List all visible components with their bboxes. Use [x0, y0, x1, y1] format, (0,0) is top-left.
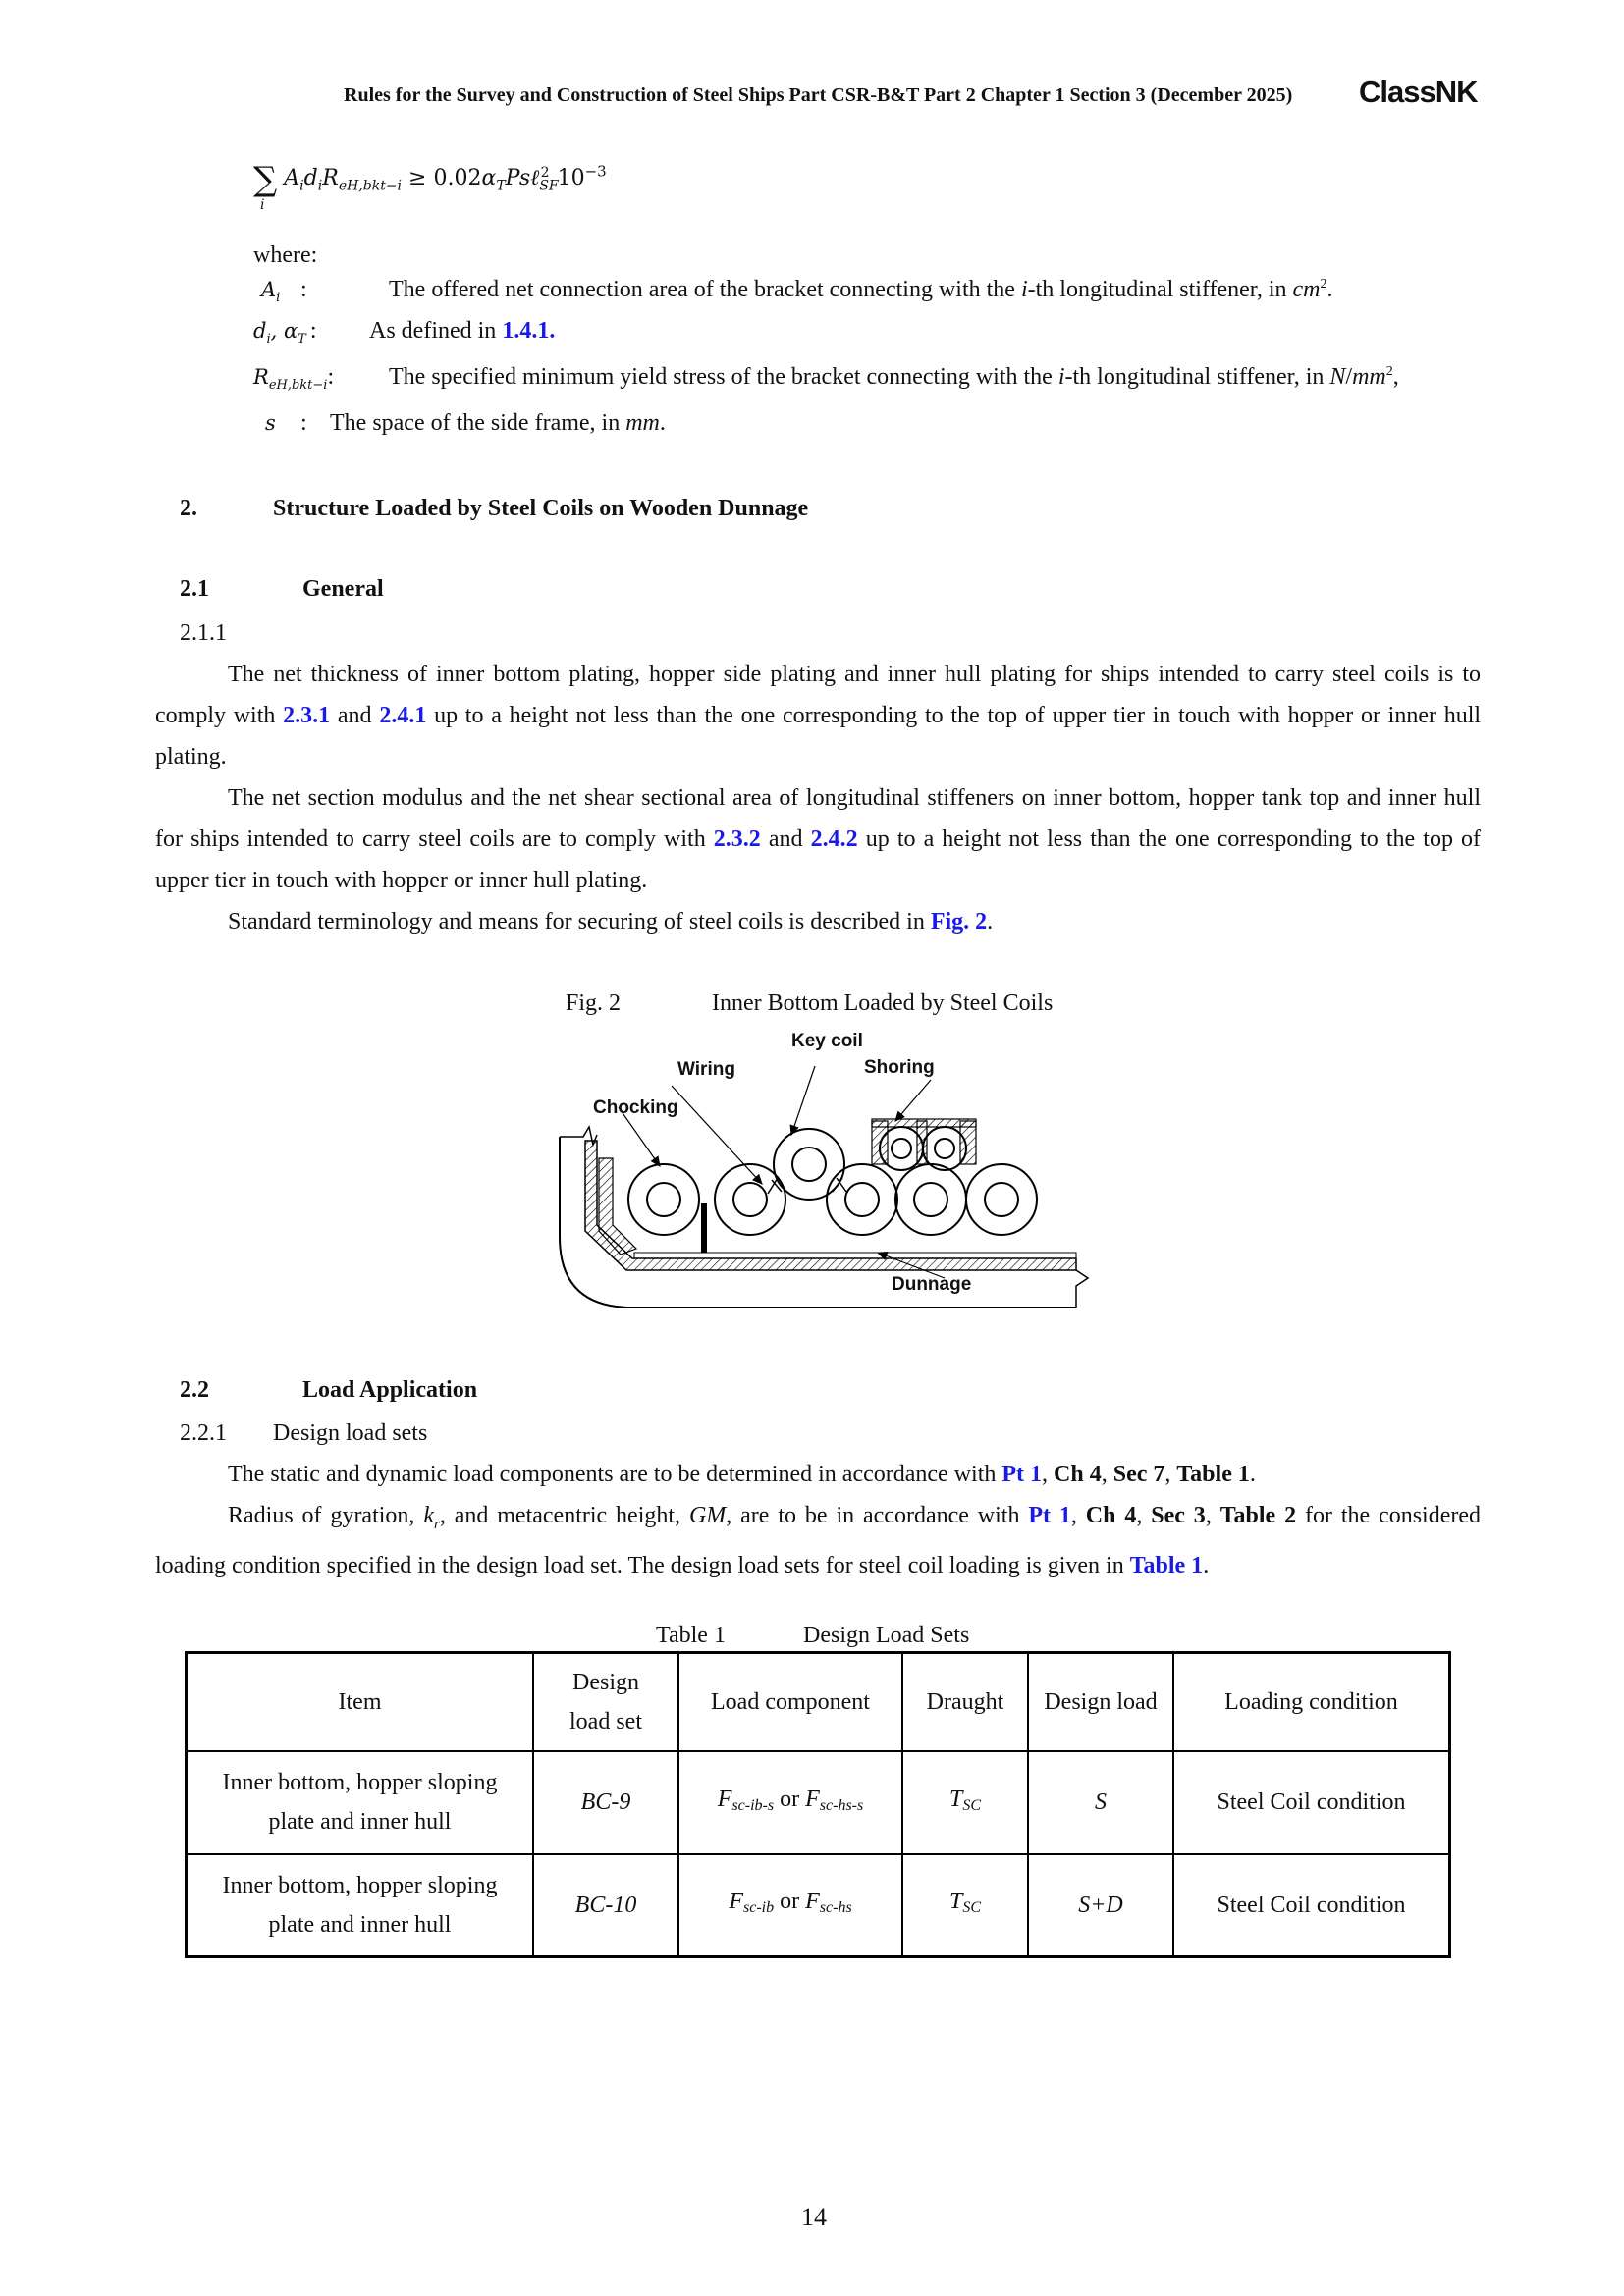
link-pt1[interactable]: Pt 1: [1001, 1462, 1043, 1487]
cell-load: $F_{sc-ib-s}$ or $F_{sc-hs-s}$: [678, 1751, 902, 1854]
formula: ∑ $A_id_iR_{eH,bkt-i}$ ≥ $0.02\alpha_TPs\ell_{SF}^2$ $10^{-3}$ i: [253, 160, 607, 213]
dunnage-strip: [634, 1253, 1076, 1258]
header-loading-condition: Loading condition: [1173, 1653, 1450, 1751]
table-header-row: [187, 1653, 1450, 1751]
header-design-load-set: Design load set: [533, 1653, 678, 1751]
label-wiring: Wiring: [677, 1059, 735, 1080]
summation-icon: ∑: [253, 160, 278, 199]
chock-post: [701, 1203, 707, 1253]
cell-condition: Steel Coil condition: [1173, 1751, 1450, 1854]
section-2-number: 2.: [180, 496, 197, 521]
cell-draught: $T_{SC}$: [902, 1854, 1028, 1957]
header-design-load: Design load: [1028, 1653, 1173, 1751]
label-dunnage: Dunnage: [892, 1274, 972, 1295]
link-2-3-2[interactable]: 2.3.2: [713, 827, 761, 852]
cell-load: $F_{sc-ib}$ or $F_{sc-hs}$: [678, 1854, 902, 1957]
steel-coil-figure: [550, 1021, 1100, 1315]
cell-draught: $T_{SC}$: [902, 1751, 1028, 1854]
page-number: 14: [801, 2203, 827, 2231]
hull-break-right: [1076, 1270, 1088, 1308]
section-2-2-title: Load Application: [302, 1377, 478, 1403]
paragraph-5: Radius of gyration, $k_r$, and metacentric height, GM, are to be in accordance with Pt 1, Ch 4, Sec 3, Table 2 for the considered loading condition specified in the design load set. The design load sets for steel coil loading is given in Table 1.: [155, 1503, 1482, 1578]
cell-item: Inner bottom, hopper sloping plate and inner hull: [187, 1751, 534, 1854]
coil-3: [827, 1164, 897, 1235]
clause-2-1-1: 2.1.1: [180, 620, 227, 646]
link-fig-2[interactable]: Fig. 2: [930, 909, 988, 934]
running-header: Rules for the Survey and Construction of Steel Ships Part CSR-B&T Part 2 Chapter 1 Section 3 (December 2025): [344, 84, 1293, 106]
clause-2-2-1-title: Design load sets: [273, 1420, 428, 1446]
paragraph-3: Standard terminology and means for securing of steel coils is described in Fig. 2.: [228, 909, 994, 934]
label-chocking: Chocking: [593, 1097, 678, 1118]
section-2-2-number: 2.2: [180, 1377, 209, 1403]
definition-reh: $R_{eH,bkt-i}$: The specified minimum yield stress of the bracket connecting with the i-th longitudinal stiffener, in $N/mm^2$,: [253, 364, 1399, 394]
table-caption: Design Load Sets: [803, 1623, 970, 1648]
table-row: [187, 1854, 1450, 1957]
link-2-4-1[interactable]: 2.4.1: [379, 703, 427, 728]
cell-set: BC-10: [533, 1854, 678, 1957]
section-2-1-title: General: [302, 576, 384, 602]
link-pt1-b[interactable]: Pt 1: [1028, 1503, 1071, 1528]
label-key-coil: Key coil: [791, 1031, 863, 1051]
paragraph-4: The static and dynamic load components are to be determined in accordance with Pt 1, Ch 4, Sec 7, Table 1.: [228, 1462, 1256, 1487]
link-2-4-2[interactable]: 2.4.2: [810, 827, 858, 852]
header-load-component: Load component: [678, 1653, 902, 1751]
definition-di-text: As defined in: [369, 318, 497, 344]
label-shoring: Shoring: [864, 1057, 935, 1078]
formula-power: 10: [557, 166, 585, 190]
formula-ge: ≥ 0.02: [408, 166, 482, 190]
header-draught: Draught: [902, 1653, 1028, 1751]
inner-hull-plating: [585, 1141, 1076, 1270]
classnk-logo: ClassNK: [1359, 75, 1478, 109]
table-row: [187, 1751, 1450, 1854]
figure-caption: Inner Bottom Loaded by Steel Coils: [712, 990, 1054, 1016]
definition-di: $d_i$, $\alpha_T$ : As defined in 1.4.1.: [253, 318, 556, 347]
figure-number: Fig. 2: [566, 990, 622, 1016]
coil-4: [895, 1164, 966, 1235]
formula-exp: −3: [584, 162, 607, 181]
design-load-sets-table: [185, 1651, 1451, 1958]
header-item: Item: [187, 1653, 534, 1751]
clause-2-2-1: 2.2.1: [180, 1420, 227, 1446]
paragraph-2: The net section modulus and the net shear sectional area of longitudinal stiffeners on inner bottom, hopper tank top and inner hull for ships intended to carry steel coils are to comply with 2.3.2 and 2.4.2 up to a height not less than the one corresponding to the top of upper tier in touch with hopper or inner hull plating.: [155, 785, 1482, 893]
table-number: Table 1: [656, 1623, 726, 1648]
cell-design-load: S: [1028, 1751, 1173, 1854]
cell-condition: Steel Coil condition: [1173, 1854, 1450, 1957]
where-label: where:: [253, 242, 318, 268]
link-table-1[interactable]: Table 1: [1129, 1552, 1204, 1578]
section-2-title: Structure Loaded by Steel Coils on Wooden Dunnage: [273, 496, 809, 521]
coil-5: [966, 1164, 1037, 1235]
coil-1: [628, 1164, 699, 1235]
definition-s: s : The space of the side frame, in mm.: [265, 410, 666, 436]
definition-ai: $A_i$ : The offered net connection area of the bracket connecting with the i-th longitudinal stiffener, in $cm^2$.: [261, 277, 1333, 306]
cell-set: BC-9: [533, 1751, 678, 1854]
shoring-blocks: [872, 1119, 976, 1164]
paragraph-1: The net thickness of inner bottom plating, hopper side plating and inner hull plating for ships intended to carry steel coils is to comply with 2.3.1 and 2.4.1 up to a height not less than the one corresponding to the top of upper tier in touch with hopper or inner hull plating.: [155, 662, 1482, 770]
cell-item: Inner bottom, hopper sloping plate and inner hull: [187, 1854, 534, 1957]
section-2-1-number: 2.1: [180, 576, 209, 602]
link-2-3-1[interactable]: 2.3.1: [283, 703, 331, 728]
cell-design-load: S+D: [1028, 1854, 1173, 1957]
link-1-4-1[interactable]: 1.4.1.: [502, 318, 556, 344]
